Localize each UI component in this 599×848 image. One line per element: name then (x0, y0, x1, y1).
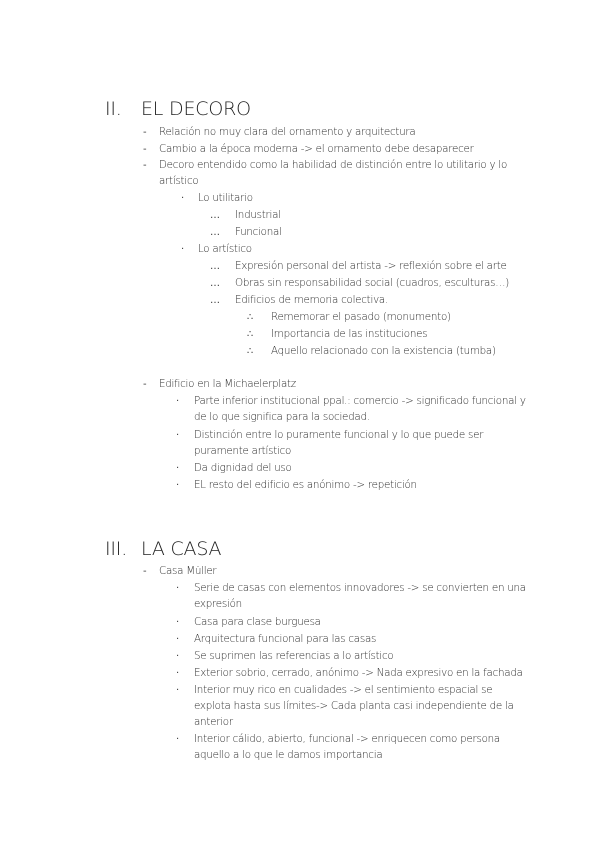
ellipsis-bullet: … (210, 278, 220, 289)
dot-bullet: · (176, 685, 180, 696)
section-heading-3 (105, 538, 305, 564)
ellipsis-bullet: … (210, 210, 220, 221)
section-numeral: II. (105, 98, 122, 120)
list-item-continuation: expresión (194, 598, 242, 610)
list-item: Da dignidad del uso (194, 462, 292, 474)
list-item: Serie de casas con elementos innovadores -> se convierten en una (194, 582, 526, 594)
dash-bullet: - (143, 379, 147, 390)
dot-bullet: · (176, 480, 180, 491)
list-item: Parte inferior institucional ppal.: comercio -> significado funcional y (194, 395, 526, 407)
list-item: Aquello relacionado con la existencia (tumba) (271, 345, 496, 357)
dash-bullet: - (143, 566, 147, 577)
list-item-continuation: artístico (159, 175, 199, 187)
list-item: Expresión personal del artista -> reflexión sobre el arte (235, 260, 507, 272)
list-item-continuation: explota hasta sus límites-> Cada planta casi independiente de la (194, 700, 514, 712)
ellipsis-bullet: … (210, 227, 220, 238)
list-item: Lo artístico (198, 243, 252, 255)
list-item: Interior muy rico en cualidades -> el sentimiento espacial se (194, 684, 493, 696)
section-numeral: III. (105, 538, 128, 560)
list-item-continuation: aquello a lo que le damos importancia (194, 749, 383, 761)
list-item: Interior cálido, abierto, funcional -> enriquecen como persona (194, 733, 500, 745)
dot-bullet: · (176, 668, 180, 679)
dash-bullet: - (143, 144, 147, 155)
list-item: Edificios de memoria colectiva. (235, 294, 389, 306)
dot-bullet: · (181, 244, 185, 255)
list-item: Obras sin responsabilidad social (cuadros, esculturas…) (235, 277, 510, 289)
therefore-bullet: ∴ (247, 329, 254, 340)
list-item: Lo utilitario (198, 192, 253, 204)
dash-bullet: - (143, 127, 147, 138)
section-title: EL DECORO (141, 98, 251, 120)
therefore-bullet: ∴ (247, 312, 254, 323)
therefore-bullet: ∴ (247, 346, 254, 357)
dot-bullet: · (176, 463, 180, 474)
list-item: Funcional (235, 226, 282, 238)
ellipsis-bullet: … (210, 261, 220, 272)
list-item: Rememorar el pasado (monumento) (271, 311, 451, 323)
dash-bullet: - (143, 160, 147, 171)
dot-bullet: · (176, 634, 180, 645)
list-item: Cambio a la época moderna -> el ornamento debe desaparecer (159, 143, 474, 155)
section-title: LA CASA (141, 538, 222, 560)
list-item: Edificio en la Michaelerplatz (159, 378, 296, 390)
list-item-continuation: anterior (194, 716, 233, 728)
dot-bullet: · (176, 734, 180, 745)
list-item: Distinción entre lo puramente funcional y lo que puede ser (194, 429, 484, 441)
dot-bullet: · (176, 617, 180, 628)
list-item: Decoro entendido como la habilidad de distinción entre lo utilitario y lo (159, 159, 508, 171)
dot-bullet: · (176, 430, 180, 441)
list-item: Importancia de las instituciones (271, 328, 428, 340)
dot-bullet: · (181, 193, 185, 204)
list-item: Casa para clase burguesa (194, 616, 321, 628)
list-item: Se suprimen las referencias a lo artístico (194, 650, 394, 662)
list-item-continuation: de lo que significa para la sociedad. (194, 411, 370, 423)
list-item: Exterior sobrio, cerrado, anónimo -> Nada expresivo en la fachada (194, 667, 523, 679)
list-item: EL resto del edificio es anónimo -> repetición (194, 479, 417, 491)
list-item: Relación no muy clara del ornamento y arquitectura (159, 126, 416, 138)
list-item: Industrial (235, 209, 281, 221)
dot-bullet: · (176, 583, 180, 594)
section-heading-2 (105, 98, 305, 124)
list-item: Casa Müller (159, 565, 217, 577)
dot-bullet: · (176, 651, 180, 662)
dot-bullet: · (176, 396, 180, 407)
ellipsis-bullet: … (210, 295, 220, 306)
list-item: Arquitectura funcional para las casas (194, 633, 377, 645)
list-item-continuation: puramente artístico (194, 445, 292, 457)
